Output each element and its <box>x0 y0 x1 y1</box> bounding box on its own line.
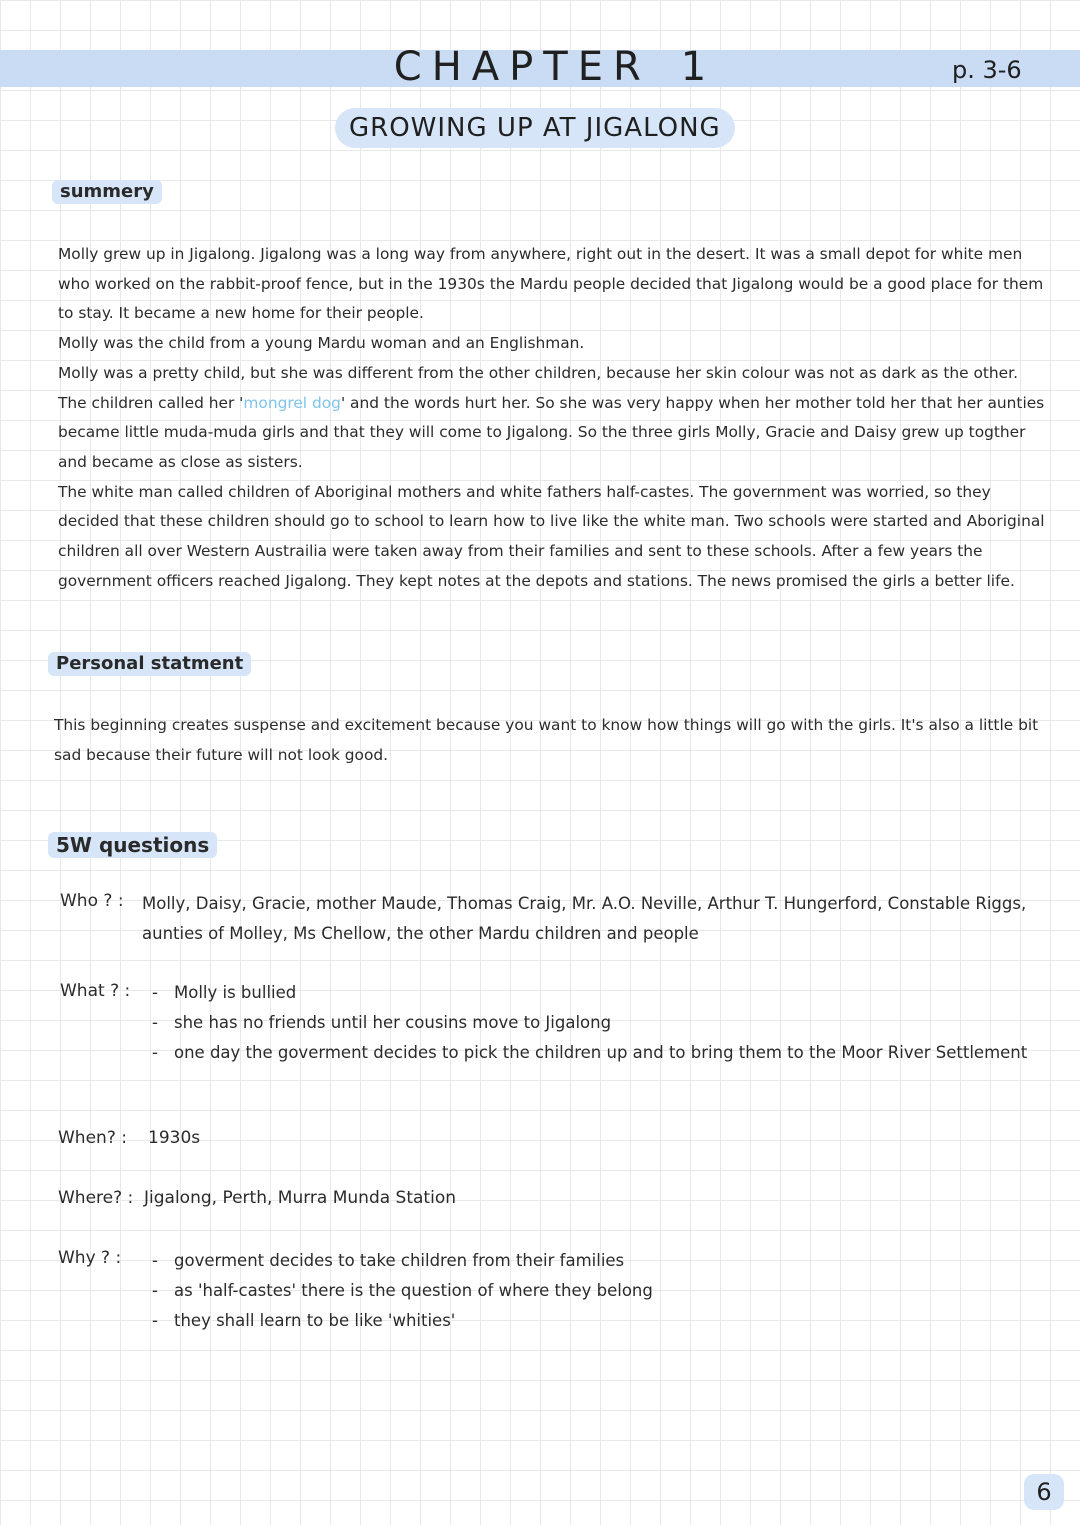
what-item: - one day the goverment decides to pick the children up and to bring them to the Moor River Settlement <box>148 1038 1028 1068</box>
what-list <box>148 978 1028 1068</box>
chapter-title <box>0 44 1080 90</box>
why-label: Why ? : <box>58 1248 122 1268</box>
summary-paragraph-1: Molly grew up in Jigalong. Jigalong was a long way from anywhere, right out in the desert. It was a small depot for white men who worked on the rabbit-proof fence, but in the 1930s the Mardu people decided that Jigalong would be a good place for them to stay. It became a new home for their people. <box>58 245 1044 323</box>
summary-text <box>58 240 1048 596</box>
chapter-word: CHAPTER <box>393 44 651 90</box>
when-answer: 1930s <box>148 1128 201 1148</box>
why-list <box>148 1246 848 1336</box>
why-item: - they shall learn to be like 'whities' <box>148 1306 848 1336</box>
statement-label: Personal statment <box>48 652 251 676</box>
where-answer: Jigalong, Perth, Murra Munda Station <box>144 1188 456 1208</box>
statement-paragraph: This beginning creates suspense and excitement because you want to know how things will go with the girls. It's also a little bit sad because their future will not look good. <box>54 716 1039 764</box>
summary-paragraph-2: Molly was the child from a young Mardu woman and an Englishman. <box>58 334 585 353</box>
page-number: 6 <box>1024 1474 1064 1510</box>
page-range: p. 3-6 <box>952 56 1022 84</box>
who-answer: Molly, Daisy, Gracie, mother Maude, Thomas Craig, Mr. A.O. Neville, Arthur T. Hungerford, Constable Riggs, aunties of Molley, Ms Chellow, the other Mardu children and people <box>142 894 1027 943</box>
when-label: When? : <box>58 1128 127 1148</box>
why-item: - goverment decides to take children from their families <box>148 1246 848 1276</box>
where-label: Where? : <box>58 1188 134 1208</box>
summary-paragraph-3-end: ' and the words hurt her. So she was very happy when her mother told her that her aunties became little muda-muda girls and that they will come to Jigalong. So the three girls Molly, Gracie and Daisy grew up togther and became as close as sisters. <box>58 393 1045 471</box>
summary-label: summery <box>52 180 162 204</box>
what-label: What ? : <box>60 981 131 1001</box>
summary-paragraph-4: The white man called children of Aboriginal mothers and white fathers half-castes. The government was worried, so they decided that these children should go to school to learn how to live like the white man. Two schools were started and Aboriginal children all over Western Austrailia were taken away from their families and sent to these schools. After a few years the government officers reached Jigalong. They kept notes at the depots and stations. The news promised the girls a better life. <box>58 482 1045 590</box>
highlight-mongrel-dog: mongrel dog <box>243 393 341 412</box>
who-label: Who ? : <box>60 891 124 911</box>
what-item: - Molly is bullied <box>148 978 1028 1008</box>
what-item: - she has no friends until her cousins move to Jigalong <box>148 1008 1028 1038</box>
summary-paragraph-3 <box>58 359 1048 478</box>
summary-paragraph-3-start: Molly was a pretty child, but she was different from the other children, because her skin colour was not as dark as the other. The children called her ' <box>58 363 1018 412</box>
chapter-subtitle: GROWING UP AT JIGALONG <box>335 108 735 148</box>
chapter-number: 1 <box>680 44 717 90</box>
why-item: - as 'half-castes' there is the question of where they belong <box>148 1276 848 1306</box>
statement-text <box>54 710 1064 770</box>
questions-label: 5W questions <box>48 832 217 858</box>
